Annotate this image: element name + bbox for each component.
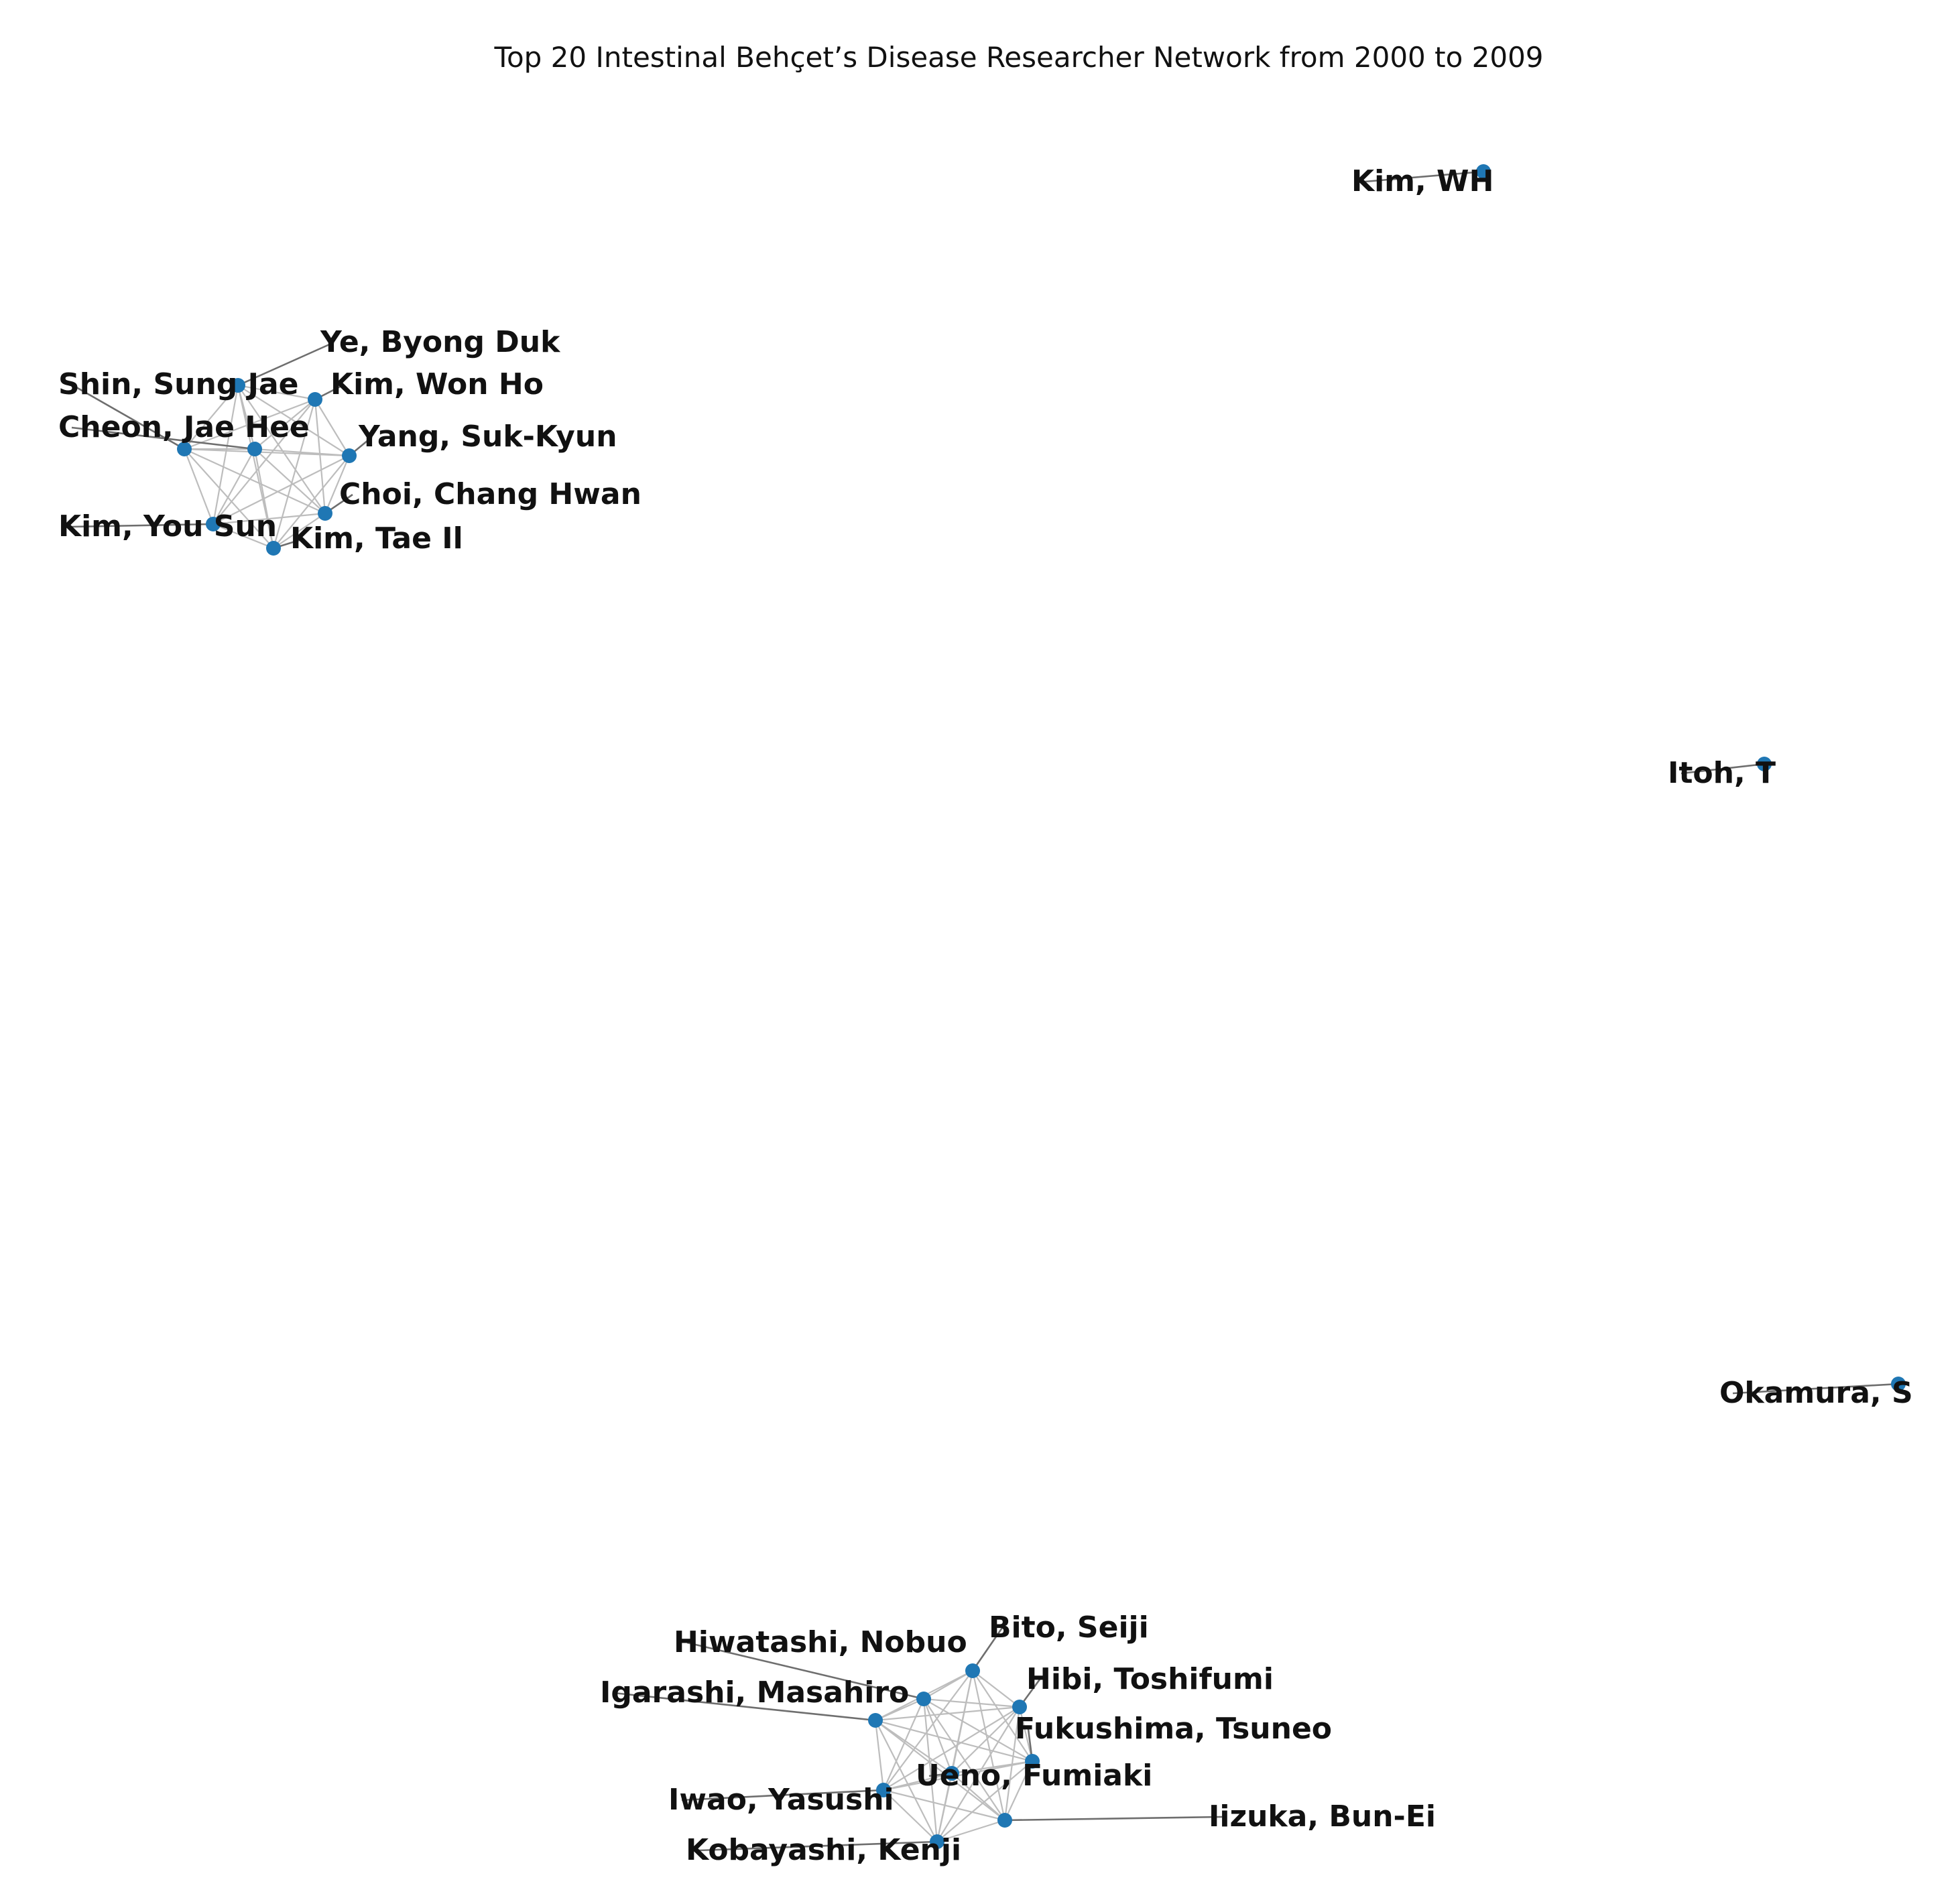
node-label-kobayashi-kenji: Kobayashi, Kenji — [686, 1833, 962, 1867]
node-label-hiwatashi-nobuo: Hiwatashi, Nobuo — [674, 1625, 967, 1659]
node-label-yang-suk-kyun: Yang, Suk-Kyun — [359, 420, 617, 454]
node-label-iizuka-bun-ei: Iizuka, Bun-Ei — [1209, 1799, 1436, 1834]
label-leader-iizuka-bun-ei — [1005, 1817, 1222, 1820]
node-label-hibi-toshifumi: Hibi, Toshifumi — [1026, 1662, 1274, 1696]
node-label-itoh-t: Itoh, T — [1668, 756, 1776, 790]
node-label-ueno-fumiaki: Ueno, Fumiaki — [916, 1759, 1153, 1793]
node-igarashi-masahiro — [868, 1713, 883, 1728]
node-bito-seiji — [965, 1663, 980, 1678]
node-label-ye-byong-duk: Ye, Byong Duk — [320, 325, 560, 359]
node-label-choi-chang-hwan: Choi, Chang Hwan — [339, 477, 642, 511]
node-label-kim-you-sun: Kim, You Sun — [58, 509, 278, 544]
edges-layer — [184, 385, 1032, 1842]
node-label-shin-sung-jae: Shin, Sung Jae — [58, 367, 299, 401]
edge-japanese-iwao-yasushi-iizuka-bun-ei — [883, 1790, 1005, 1820]
node-label-fukushima-tsuneo: Fukushima, Tsuneo — [1015, 1712, 1333, 1746]
figure-title: Top 20 Intestinal Behçet’s Disease Researcher Network from 2000 to 2009 — [494, 41, 1544, 74]
edge-japanese-hiwatashi-nobuo-hibi-toshifumi — [924, 1699, 1020, 1707]
node-label-kim-won-ho: Kim, Won Ho — [330, 367, 544, 401]
node-label-iwao-yasushi: Iwao, Yasushi — [668, 1783, 894, 1817]
node-label-kim-tae-il: Kim, Tae Il — [290, 521, 463, 556]
node-label-igarashi-masahiro: Igarashi, Masahiro — [600, 1675, 910, 1710]
labels-layer — [58, 164, 1913, 1867]
node-yang-suk-kyun — [342, 448, 357, 463]
node-hiwatashi-nobuo — [916, 1692, 931, 1706]
edge-japanese-igarashi-masahiro-iwao-yasushi — [875, 1720, 883, 1790]
edge-korean-kim-won-ho-yang-suk-kyun — [315, 399, 349, 456]
node-label-okamura-s: Okamura, S — [1719, 1376, 1913, 1410]
node-iizuka-bun-ei — [997, 1813, 1012, 1828]
node-label-kim-wh: Kim, WH — [1351, 164, 1494, 198]
node-kim-won-ho — [308, 392, 322, 407]
node-choi-chang-hwan — [318, 506, 332, 521]
node-label-cheon-jae-hee: Cheon, Jae Hee — [58, 410, 310, 444]
edge-korean-ye-byong-duk-kim-you-sun — [213, 385, 238, 524]
label-leaders-layer — [72, 172, 1898, 1850]
node-label-bito-seiji: Bito, Seiji — [989, 1610, 1149, 1645]
nodes-layer — [177, 164, 1906, 1849]
